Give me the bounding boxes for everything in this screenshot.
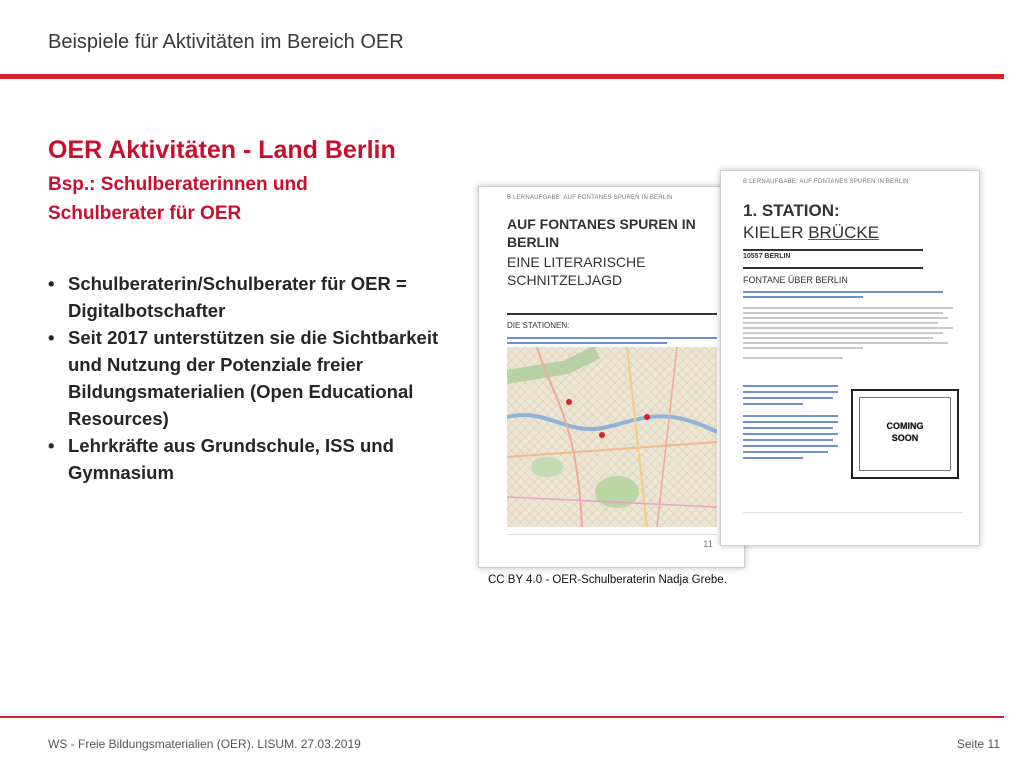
- doc-divider: [743, 249, 923, 251]
- doc-station-links: [507, 337, 717, 339]
- doc-text-line: [743, 322, 938, 324]
- doc-text-line: [743, 347, 863, 349]
- doc-text-line: [743, 332, 943, 334]
- doc-station-number: 1. STATION:: [743, 201, 840, 220]
- doc-text-line: [743, 296, 863, 298]
- page-number: Seite 11: [956, 737, 1000, 751]
- doc-station-name: KIELER BRÜCKE: [743, 223, 880, 242]
- bullet-list: [48, 270, 468, 486]
- doc-task-line: [743, 403, 803, 405]
- doc-task-line: [743, 391, 838, 393]
- header-divider: [0, 74, 1004, 79]
- doc-task-line: [743, 457, 803, 459]
- doc-heading-regular: EINE LITERARISCHE SCHNITZELJAGD: [507, 254, 646, 288]
- doc-task-line: [743, 427, 833, 429]
- doc-station-links: [507, 342, 667, 344]
- doc-footer: [743, 512, 963, 531]
- slide-header-title: Beispiele für Aktivitäten im Bereich OER: [48, 31, 404, 53]
- city-map-image: [507, 347, 717, 527]
- bullet-item: • Seit 2017 unterstützen sie die Sichtbarkeit und Nutzung der Potenziale freier Bildungsmaterialien (Open Educational Resources): [48, 324, 468, 432]
- image-caption: CC BY 4.0 - OER-Schulberaterin Nadja Grebe.: [488, 574, 727, 586]
- doc-fontane-heading: FONTANE ÜBER BERLIN: [743, 275, 848, 285]
- doc-footer: [507, 534, 717, 553]
- slide-title: OER Aktivitäten - Land Berlin: [48, 136, 396, 164]
- map-graphic: [507, 347, 717, 527]
- doc-task-line: [743, 451, 828, 453]
- doc-stations-label: DIE STATIONEN:: [507, 321, 570, 330]
- bullet-item: • Lehrkräfte aus Grundschule, ISS und Gymnasium: [48, 432, 468, 486]
- bullet-dot-icon: •: [48, 273, 55, 294]
- slide-subtitle: Bsp.: Schulberaterinnen und Schulberater für OER: [48, 174, 308, 224]
- doc-task-line: [743, 385, 838, 387]
- doc-text-line: [743, 317, 948, 319]
- coming-soon-image: COMING SOON: [851, 389, 959, 479]
- doc-task-line: [743, 397, 833, 399]
- doc-text-line: [743, 337, 933, 339]
- footer-divider: [0, 716, 1004, 718]
- doc-task-line: [743, 415, 838, 417]
- bullet-dot-icon: •: [48, 327, 55, 348]
- doc-divider: [507, 313, 717, 315]
- doc-text-line: [743, 342, 948, 344]
- doc-text-line: [743, 357, 843, 359]
- doc-text-line: [743, 307, 953, 309]
- doc-task-line: [743, 433, 838, 435]
- bullet-dot-icon: •: [48, 435, 55, 456]
- document-thumbnail-fontane-spuren: [478, 186, 745, 568]
- doc-task-line: [743, 439, 833, 441]
- doc-text-line: [743, 327, 953, 329]
- doc-page-number: 11: [703, 539, 713, 549]
- bullet-item: • Schulberaterin/Schulberater für OER = Digitalbotschafter: [48, 270, 468, 324]
- doc-zip-label: 10557 BERLIN: [743, 253, 791, 260]
- footer-info: WS - Freie Bildungsmaterialien (OER). LISUM. 27.03.2019: [48, 737, 361, 751]
- doc-top-label: B LERNAUFGABE: AUF FONTANES SPUREN IN BERLIN: [507, 195, 673, 201]
- doc-divider: [743, 267, 923, 269]
- doc-top-label: B LERNAUFGABE: AUF FONTANES SPUREN IN BERLIN: [743, 179, 909, 185]
- doc-heading-bold: AUF FONTANES SPUREN IN BERLIN: [507, 216, 696, 250]
- document-thumbnail-station-kieler-bruecke: [720, 170, 980, 546]
- doc-text-line: [743, 312, 943, 314]
- doc-task-line: [743, 421, 838, 423]
- doc-task-line: [743, 445, 838, 447]
- doc-text-line: [743, 291, 943, 293]
